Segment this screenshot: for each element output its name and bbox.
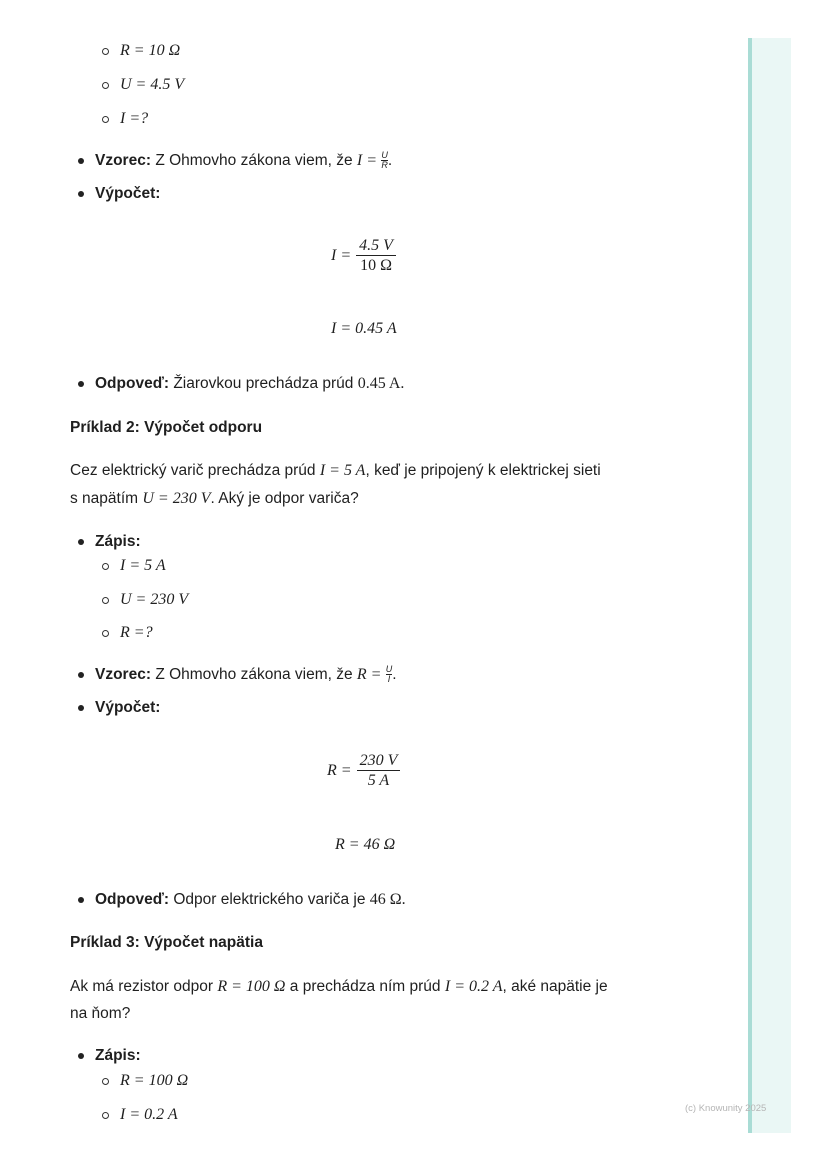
copyright-text: (c) Knowunity 2025 <box>685 1103 767 1114</box>
given-value: I = 0.2 A <box>120 1106 178 1123</box>
given-label: Zápis: <box>95 1047 141 1064</box>
answer-value: 0.45 A. <box>357 375 405 392</box>
text: , aké napätie je <box>502 978 608 995</box>
problem-text: na ňom? <box>70 1005 131 1022</box>
denominator: I <box>387 674 391 685</box>
formula-label: Vzorec: <box>95 152 151 169</box>
given-value: U = 4.5 V <box>120 76 185 93</box>
denominator: 10 Ω <box>360 257 392 274</box>
side-margin-panel <box>748 38 791 1133</box>
calc-label: Výpočet: <box>95 185 161 202</box>
calc-lhs: R = <box>327 761 352 779</box>
bullet <box>78 897 84 903</box>
denominator: R <box>381 160 388 171</box>
answer-label: Odpoveď: <box>95 891 170 908</box>
math: I = 5 A <box>319 462 366 479</box>
answer-value: 46 Ω. <box>369 891 406 908</box>
calc-result: I = 0.45 A <box>331 320 397 337</box>
sub-bullet <box>102 1078 109 1085</box>
numerator: 230 V <box>357 751 401 771</box>
bullet <box>78 158 84 164</box>
sub-bullet <box>102 597 109 604</box>
formula-lhs: I = <box>356 152 378 169</box>
sub-bullet <box>102 82 109 89</box>
text: Cez elektrický varič prechádza prúd <box>70 462 316 479</box>
bullet <box>78 381 84 387</box>
numerator: 4.5 V <box>356 236 396 256</box>
math: U = 230 V <box>142 490 211 507</box>
text: a prechádza ním prúd <box>289 978 441 995</box>
calc-label: Výpočet: <box>95 699 161 716</box>
numerator: U <box>385 664 393 675</box>
numerator: U <box>381 150 388 161</box>
bullet <box>78 672 84 678</box>
formula-line: Vzorec: Z Ohmovho zákona viem, že R = $\frac{U}{I}$ . <box>95 664 397 685</box>
sub-bullet <box>102 48 109 55</box>
problem-text <box>70 489 359 509</box>
formula-label: Vzorec: <box>95 666 151 683</box>
section-title: Príklad 3: Výpočet napätia <box>70 934 263 951</box>
given-value: R =? <box>120 624 153 641</box>
problem-text <box>70 461 601 481</box>
bullet <box>78 539 84 545</box>
answer-text: Žiarovkou prechádza prúd <box>173 375 354 392</box>
sub-bullet <box>102 630 109 637</box>
formula-text: Z Ohmovho zákona viem, že <box>155 666 353 683</box>
formula-text: Z Ohmovho zákona viem, že <box>155 152 353 169</box>
formula-fraction <box>381 151 388 170</box>
given-value: U = 230 V <box>120 591 189 608</box>
calc-equation <box>331 236 396 275</box>
answer-label: Odpoveď: <box>95 375 170 392</box>
math: I = 0.2 A <box>444 978 503 995</box>
text: Ak má rezistor odpor <box>70 978 213 995</box>
calc-lhs: I = <box>331 246 352 264</box>
problem-text <box>70 977 608 997</box>
given-value: R = 10 Ω <box>120 42 181 59</box>
text: s napätím <box>70 490 139 507</box>
bullet <box>78 191 84 197</box>
calc-equation <box>327 751 400 790</box>
given-value: I =? <box>120 110 149 127</box>
given-label: Zápis: <box>95 533 141 550</box>
section-title: Príklad 2: Výpočet odporu <box>70 419 263 436</box>
sub-bullet <box>102 563 109 570</box>
denominator: 5 A <box>367 772 390 789</box>
given-value: I = 5 A <box>120 557 166 574</box>
bullet <box>78 705 84 711</box>
formula-lhs: R = <box>356 666 382 683</box>
answer-text: Odpor elektrického variča je <box>173 891 366 908</box>
math: R = 100 Ω <box>217 978 286 995</box>
formula-fraction <box>386 665 393 684</box>
given-value: R = 100 Ω <box>120 1072 189 1089</box>
bullet <box>78 1053 84 1059</box>
formula-line: Vzorec: Z Ohmovho zákona viem, že I = $\frac{U}{R}$ . <box>95 150 393 171</box>
calc-result: R = 46 Ω <box>335 836 396 853</box>
text: , keď je pripojený k elektrickej sieti <box>365 462 601 479</box>
answer-line <box>95 374 404 394</box>
sub-bullet <box>102 1112 109 1119</box>
text: . Aký je odpor variča? <box>210 490 359 507</box>
answer-line <box>95 890 406 910</box>
sub-bullet <box>102 116 109 123</box>
